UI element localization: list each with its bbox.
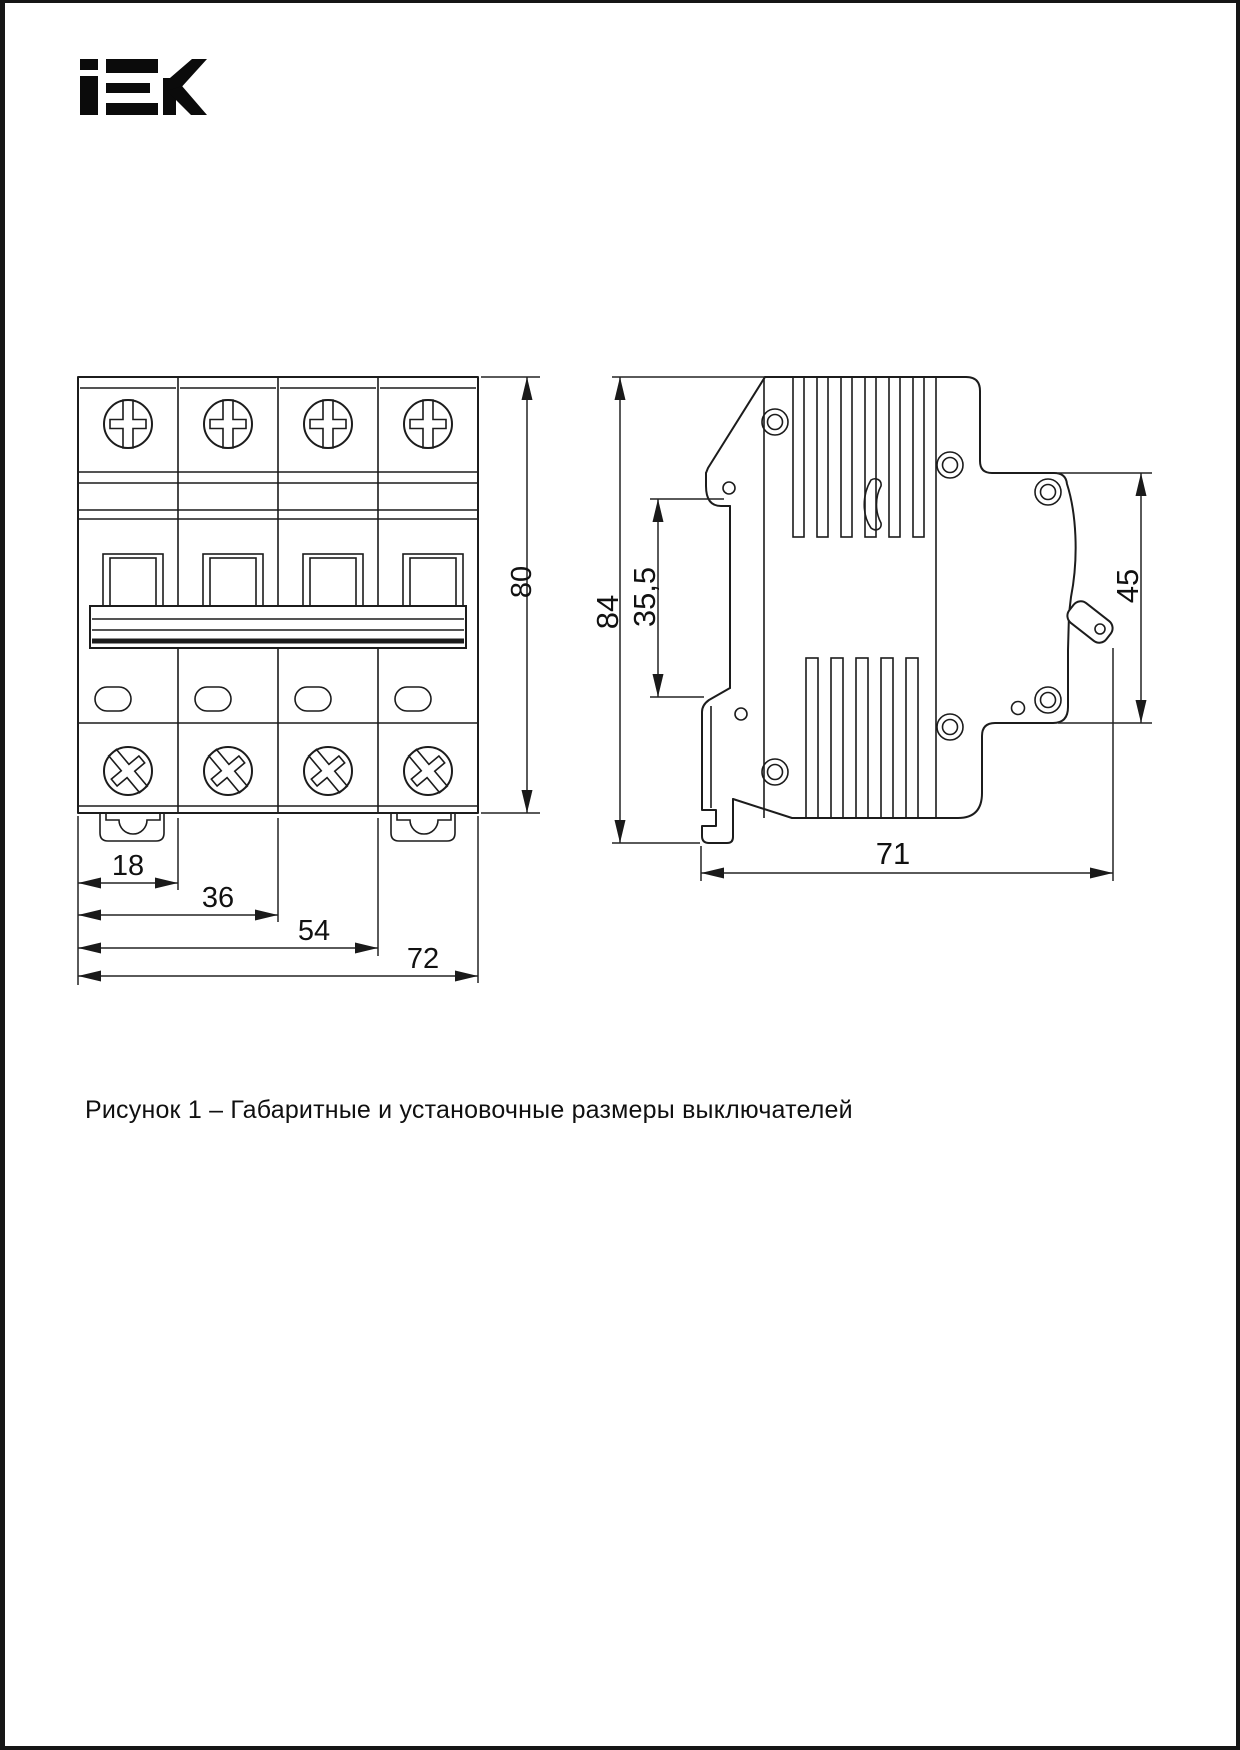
screw-icon <box>204 400 252 448</box>
handle-tie-bar <box>90 606 466 648</box>
rivets <box>762 409 1061 785</box>
rivet-icon <box>1035 479 1061 505</box>
side-case-outline <box>733 377 1076 818</box>
dim-label-18: 18 <box>111 850 145 882</box>
din-clip-left <box>100 813 164 841</box>
logo-e-bottom-bar <box>106 103 158 115</box>
front-view <box>78 377 540 985</box>
din-clip-right <box>391 813 455 841</box>
dim-label-35-5: 35,5 <box>627 566 662 628</box>
logo-e-mid-bar <box>106 83 150 93</box>
rivet-icon <box>937 452 963 478</box>
rivet-icon <box>937 714 963 740</box>
indicator-windows <box>95 687 431 711</box>
logo-k-upper-arm <box>163 59 207 91</box>
logo-i-dot <box>80 59 98 70</box>
screw-icon <box>304 400 352 448</box>
dim-label-84: 84 <box>590 594 625 630</box>
vent-slots-bottom <box>806 658 918 818</box>
kidney-slot <box>864 479 881 530</box>
rivet-icon <box>1035 687 1061 713</box>
toggle-handle <box>303 554 363 606</box>
front-dimensions <box>78 377 540 985</box>
side-view <box>590 377 1152 881</box>
pin-holes <box>723 482 1025 720</box>
dim-label-80: 80 <box>506 565 538 599</box>
dim-label-36: 36 <box>201 882 235 914</box>
screw-icon <box>80 723 175 818</box>
pole-dividers <box>178 377 378 813</box>
dim-label-45: 45 <box>1110 568 1145 604</box>
logo-e-top-bar <box>106 59 158 73</box>
side-toggle-lever <box>1064 598 1116 647</box>
rivet-icon <box>762 409 788 435</box>
screw-icon <box>280 723 375 818</box>
rivet-icon <box>762 759 788 785</box>
toggle-handle <box>103 554 163 606</box>
screw-icon <box>404 400 452 448</box>
side-back-slant <box>706 377 765 473</box>
dim-label-54: 54 <box>297 915 331 947</box>
toggle-handle <box>203 554 263 606</box>
logo-i-stem <box>80 76 98 115</box>
dim-label-72: 72 <box>406 943 440 975</box>
screw-icon <box>180 723 275 818</box>
vent-slots-top <box>793 377 924 537</box>
screw-icon <box>104 400 152 448</box>
iek-logo <box>80 59 207 115</box>
din-clip-arm <box>702 688 733 843</box>
screw-icon <box>380 723 475 818</box>
figure-caption: Рисунок 1 – Габаритные и установочные размеры выключателей <box>85 1096 853 1124</box>
side-mold-lines <box>764 377 936 818</box>
toggle-handle <box>403 554 463 606</box>
dim-label-71: 71 <box>875 836 911 871</box>
toggle-handles <box>103 554 463 606</box>
din-hook-upper <box>706 473 730 506</box>
